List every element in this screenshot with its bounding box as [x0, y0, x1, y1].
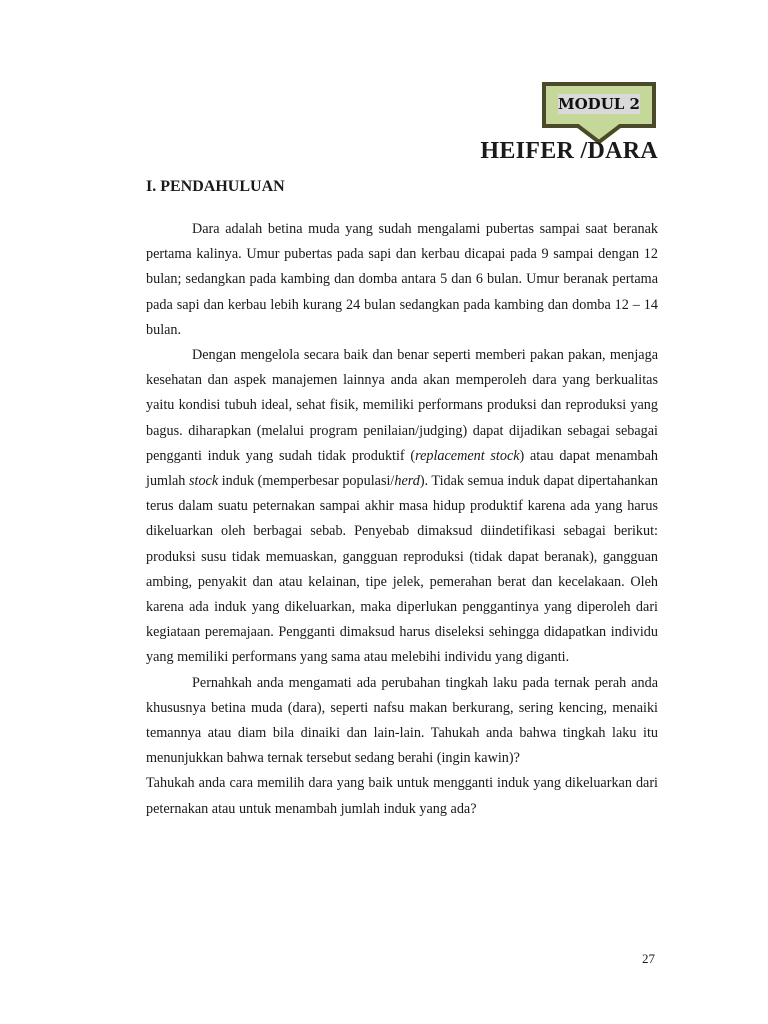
- section-heading: I. PENDAHULUAN: [146, 178, 285, 195]
- text-run: Dengan mengelola secara baik dan benar seperti memberi pakan pakan, menjaga kesehatan dan aspek manajemen lainnya anda akan memperoleh dara yang berkualitas yaitu kondisi tubuh ideal, sehat fisik, memiliki performans produksi dan reproduksi yang bagus. diharapkan (melalui program penilaian/judging) dapat dijadikan sebagai sebagai pengganti induk yang sudah tidak produktif (: [146, 347, 658, 464]
- paragraph: [146, 671, 658, 772]
- italic-term: replacement stock: [415, 447, 520, 464]
- paragraph: [146, 771, 658, 821]
- text-run: Pernahkah anda mengamati ada perubahan tingkah laku pada ternak perah anda khususnya betina muda (dara), seperti nafsu makan berkurang, sering kencing, menaiki temannya atau diam bila dinaiki dan lain-lain. Tahukah anda bahwa tingkah laku itu menunjukkan bahwa ternak tersebut sedang berahi (ingin kawin)?: [146, 674, 658, 767]
- page-number: 27: [642, 951, 655, 966]
- text-run: Tahukah anda cara memilih dara yang baik untuk mengganti induk yang dikeluarkan dari peternakan atau untuk menambah jumlah induk yang ada?: [146, 775, 658, 817]
- italic-term: stock: [188, 473, 219, 490]
- module-badge: [540, 82, 658, 144]
- paragraph: [146, 217, 658, 343]
- text-run: ). Tidak semua induk dapat dipertahankan terus dalam suatu peternakan sampai akhir masa hidup produktif karena ada yang harus dikeluarkan oleh berbagai sebab. Penyebab dimaksud diindetifikasi sebagai berikut: produksi susu tidak memuaskan, gangguan reproduksi (tidak dapat beranak), gangguan ambing, penyakit dan atau kelainan, tipe jelek, pemerahan berat dan kecelakaan. Oleh karena ada induk yang dikeluarkan, maka diperlukan penggantinya yang diperoleh dari kegiataan peremajaan. Pengganti dimaksud harus diseleksi sehingga didapatkan individu yang memiliki performans yang sama atau melebihi individu yang diganti.: [146, 473, 658, 666]
- text-run: ) atau dapat menambah jumlah: [146, 447, 658, 490]
- page-title: HEIFER /DARA: [480, 138, 658, 164]
- paragraph: [146, 343, 658, 671]
- text-run: Dara adalah betina muda yang sudah mengalami pubertas sampai saat beranak pertama kalinya. Umur pubertas pada sapi dan kerbau dicapai pada 9 sampai dengan 12 bulan; sedangkan pada kambing dan domba antara 5 dan 6 bulan. Umur beranak pertama pada sapi dan kerbau lebih kurang 24 bulan sedangkan pada kambing dan domba 12 – 14 bulan.: [146, 221, 658, 338]
- module-label: MODUL 2: [558, 95, 640, 113]
- body-text: [146, 217, 658, 822]
- italic-term: herd: [394, 473, 420, 490]
- text-run: induk (memperbesar populasi/: [218, 473, 395, 490]
